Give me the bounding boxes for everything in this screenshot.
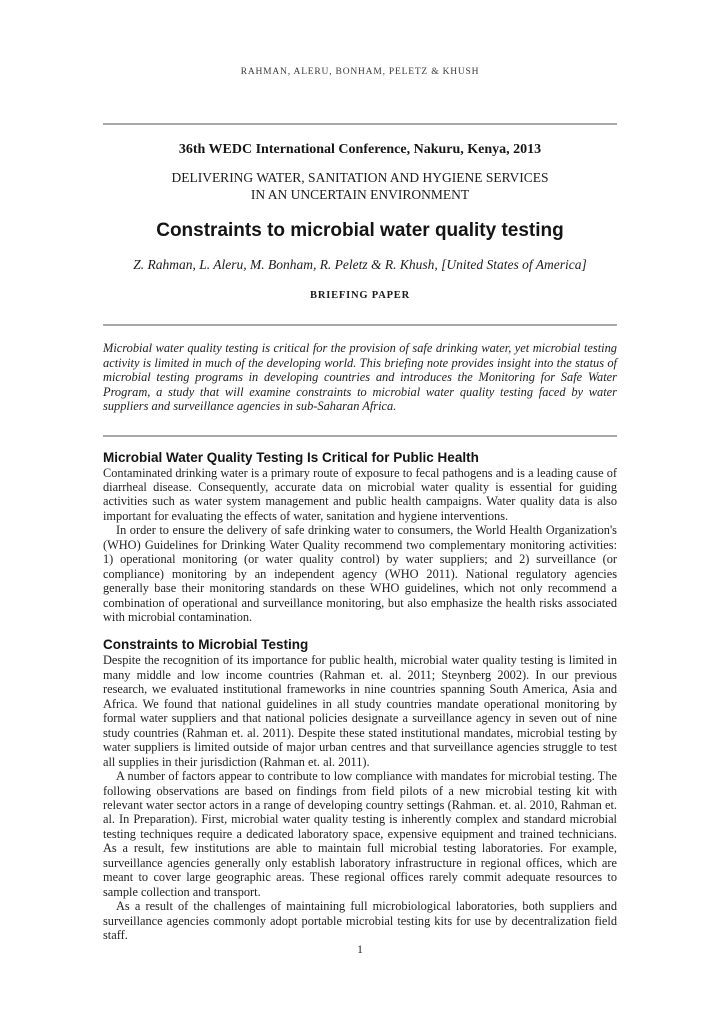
paragraph: A number of factors appear to contribute to low compliance with mandates for microbial testing. The following observations are based on findings from field pilots of a new microbial testing kit with relevant water sector actors in a range of developing country settings (Rahman. et. al. 2010, Rahman et. al. In Preparation). First, microbial water quality testing is inherently complex and standard microbial testing techniques require a dedicated laboratory space, expensive equipment and trained technicians. As a result, few institutions are able to maintain full microbial testing laboratories. For example, surveillance agencies generally only establish laboratory infrastructure in regional offices, which are meant to cover large geographic areas. These regional offices rarely commit adequate resources to sample collection and transport. xyxy=(103,769,617,899)
page-number: 1 xyxy=(357,942,363,956)
section-heading: Microbial Water Quality Testing Is Critical for Public Health xyxy=(103,449,479,465)
conference-theme-line1: DELIVERING WATER, SANITATION AND HYGIENE SERVICES xyxy=(171,170,549,185)
paper-type-label: BRIEFING PAPER xyxy=(310,290,410,301)
authors-line: Z. Rahman, L. Aleru, M. Bonham, R. Peletz & R. Khush, [United States of America] xyxy=(133,257,587,272)
paragraph: Despite the recognition of its importance for public health, microbial water quality testing is limited in many middle and low income countries (Rahman et. al. 2011; Steynberg 2002). In our previous research, we evaluated institutional frameworks in nine countries spanning South America, Asia and Africa. We found that national guidelines in all study countries mandate operational monitoring by formal water suppliers and that national policies designate a surveillance agency in seven out of nine study countries (Rahman et. al. 2011). Despite these stated institutional mandates, microbial testing by water suppliers is limited outside of major urban centres and that surveillance agencies struggle to test all supplies in their jurisdiction (Rahman et. al. 2011). xyxy=(103,653,617,769)
horizontal-rule-abstract-top xyxy=(103,324,617,326)
conference-theme xyxy=(103,169,617,203)
horizontal-rule-top xyxy=(103,123,617,125)
section-heading: Constraints to Microbial Testing xyxy=(103,637,309,653)
paragraph: Contaminated drinking water is a primary route of exposure to fecal pathogens and is a leading cause of diarrheal disease. Consequently, accurate data on microbial water quality is essential for guiding activities such as water system management and public health campaigns. Water quality data is also important for evaluating the effects of water, sanitation and hygiene interventions. xyxy=(103,465,617,523)
paragraph: As a result of the challenges of maintaining full microbiological laboratories, both suppliers and surveillance agencies commonly adopt portable microbial testing kits for use by decentralization field staff. xyxy=(103,899,617,943)
abstract-text: Microbial water quality testing is critical for the provision of safe drinking water, yet microbial testing activity is limited in much of the developing world. This briefing note provides insight into the status of microbial testing programs in developing countries and introduces the Monitoring for Safe Water Program, a study that will examine constraints to microbial water quality testing faced by water suppliers and surveillance agencies in sub-Saharan Africa. xyxy=(103,341,617,413)
paragraph: In order to ensure the delivery of safe drinking water to consumers, the World Health Organization's (WHO) Guidelines for Drinking Water Quality recommend two complementary monitoring activities: 1) operational monitoring (or water quality control) by water suppliers; and 2) surveillance (or compliance) monitoring by an independent agency (WHO 2011). National regulatory agencies generally base their monitoring standards on these WHO guidelines, which not only recommend a combination of operational and surveillance monitoring, but also emphasize the health risks associated with microbial contamination. xyxy=(103,523,617,625)
paper-title: Constraints to microbial water quality testing xyxy=(156,220,564,241)
horizontal-rule-abstract-bottom xyxy=(103,435,617,437)
conference-title: 36th WEDC International Conference, Nakuru, Kenya, 2013 xyxy=(178,142,542,157)
conference-theme-line2: IN AN UNCERTAIN ENVIRONMENT xyxy=(250,187,470,202)
content-column xyxy=(103,0,617,943)
sections xyxy=(103,450,617,943)
running-head: RAHMAN, ALERU, BONHAM, PELETZ & KHUSH xyxy=(240,67,480,77)
